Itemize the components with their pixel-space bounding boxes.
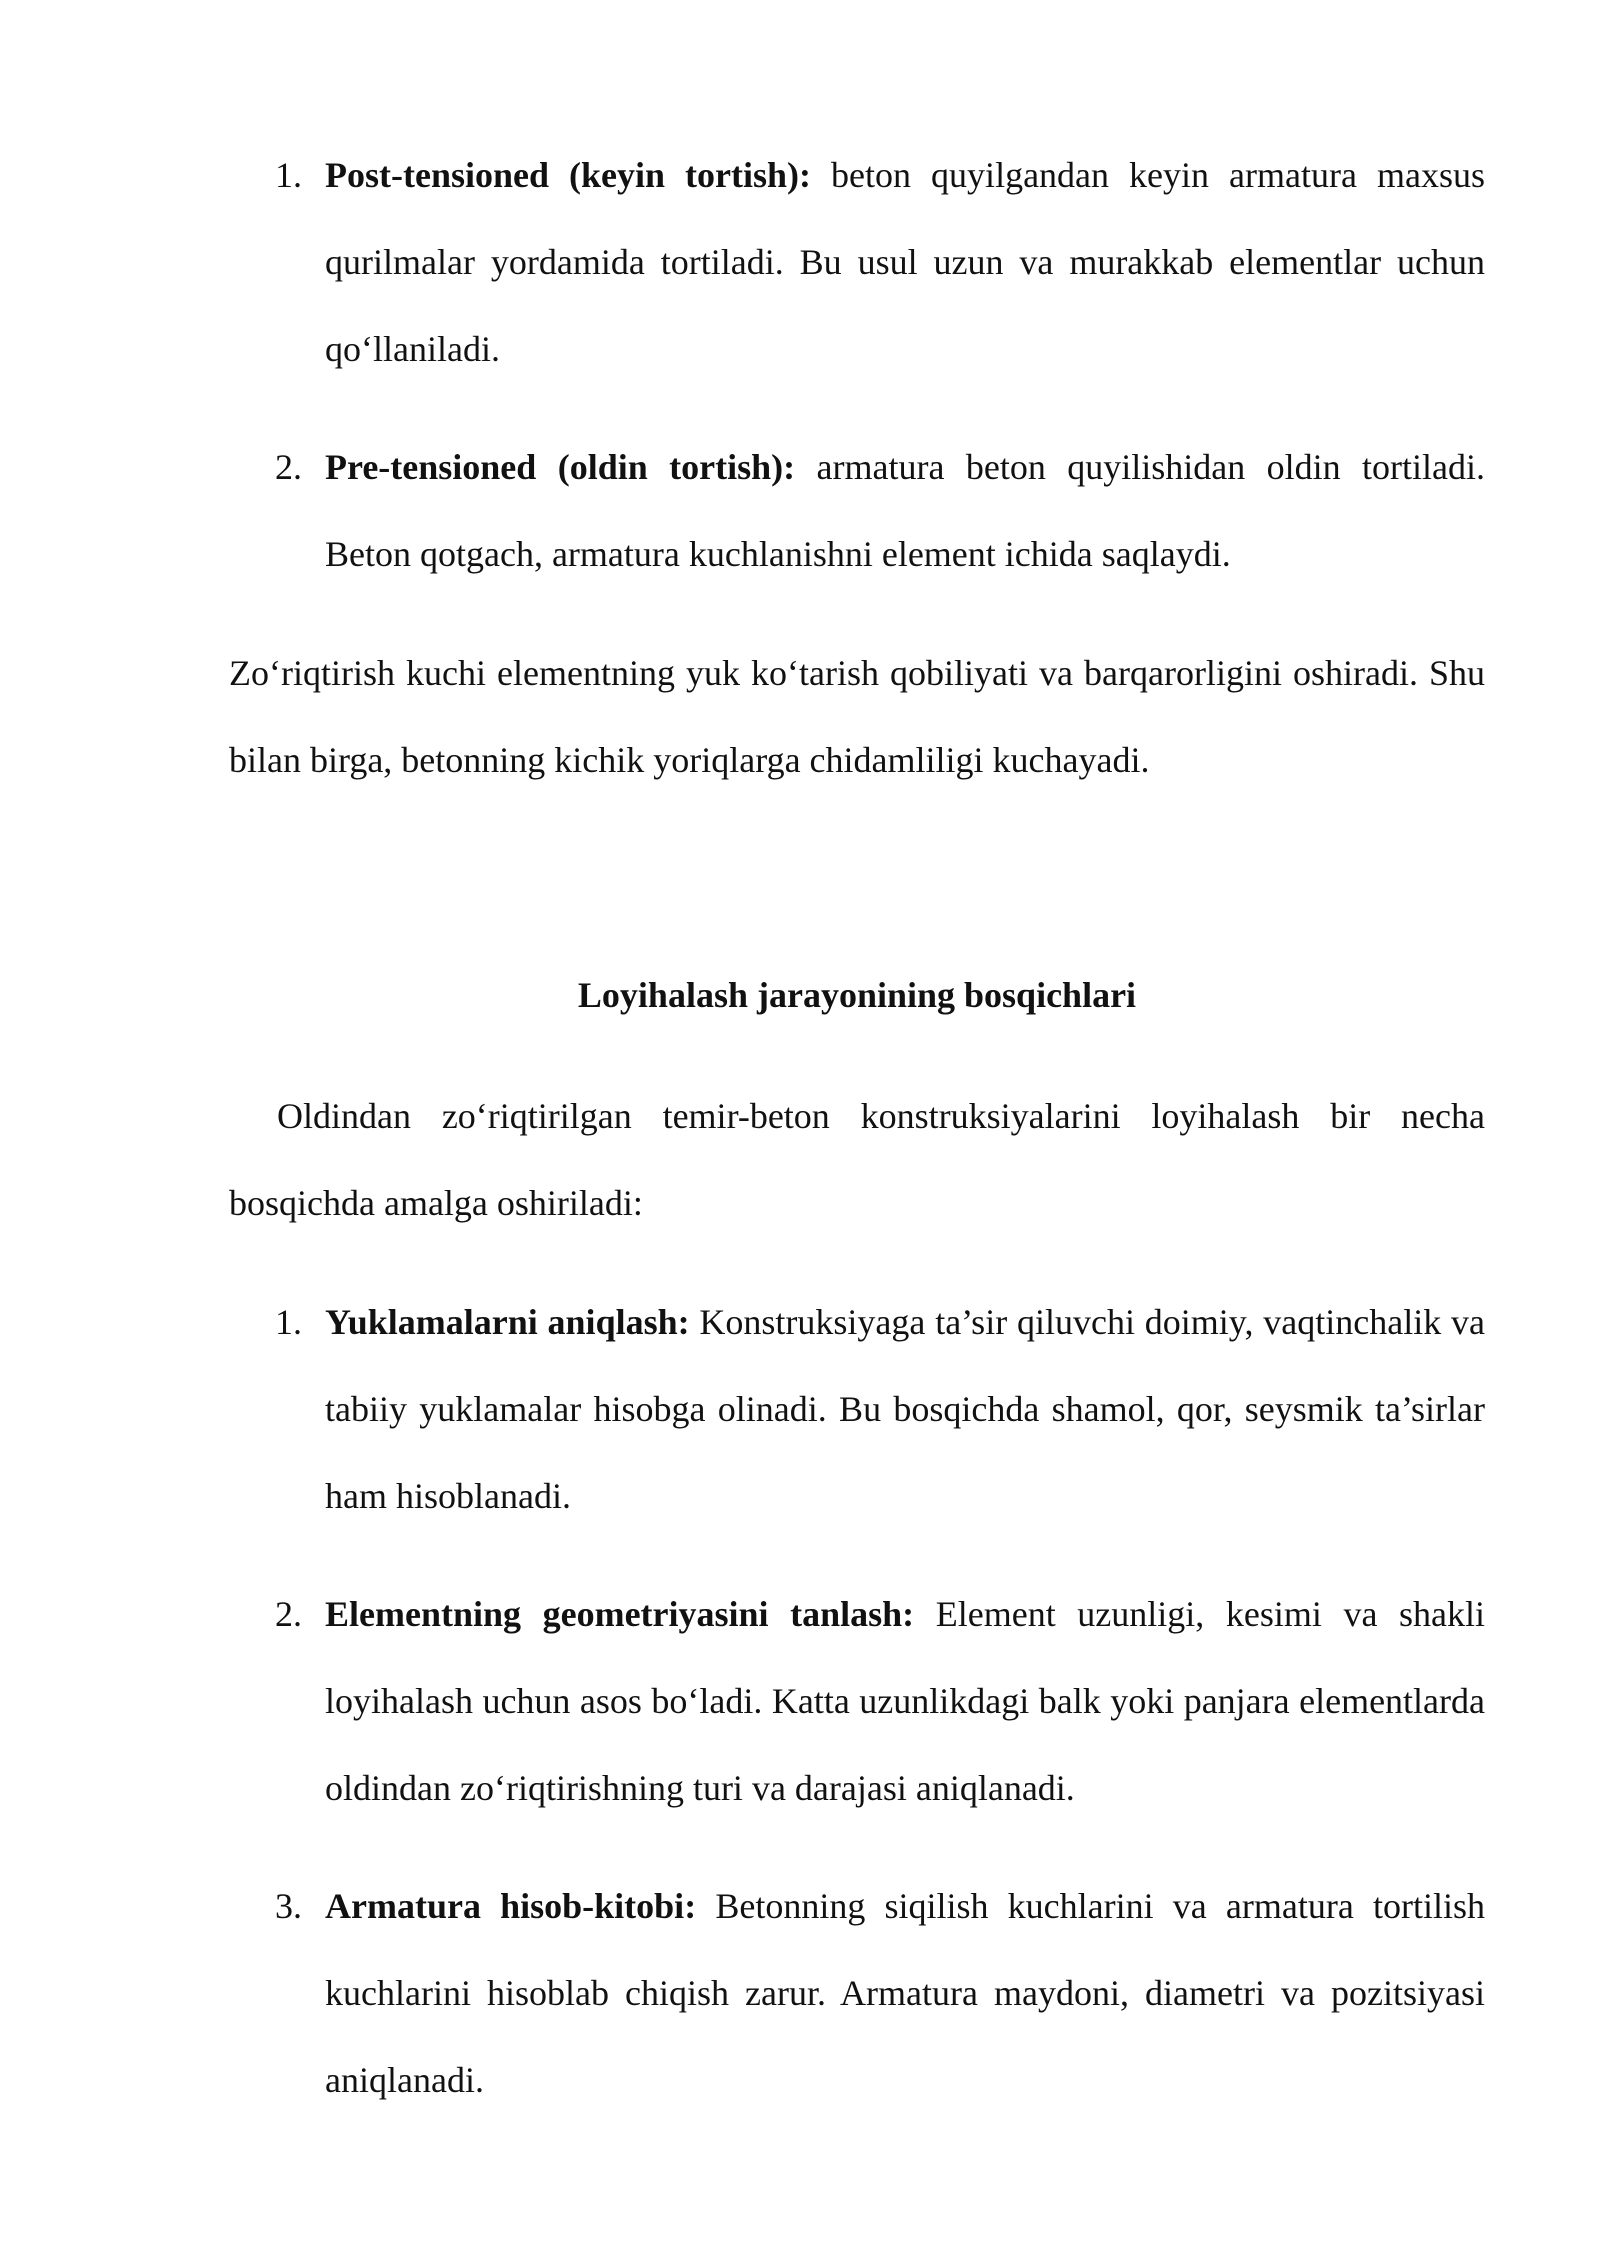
list-item-number: 1. bbox=[275, 1302, 302, 1342]
list-item bbox=[229, 1571, 1485, 1832]
list-item-number: 2. bbox=[275, 447, 302, 487]
list-item-text: armatura beton quyilishidan oldin tortiladi. Beton qotgach, armatura kuchlanishni element ichida saqlaydi. bbox=[325, 447, 1486, 574]
list-item-number: 2. bbox=[275, 1594, 302, 1634]
list-item-text: Element uzunligi, kesimi va shakli loyihalash uchun asos bo‘ladi. Katta uzunlikdagi balk yoki panjara elementlarda oldindan zo‘riqtirishning turi va darajasi aniqlanadi. bbox=[325, 1594, 1485, 1808]
list-item-text: beton quyilgandan keyin armatura maxsus qurilmalar yordamida tortiladi. Bu usul uzun va murakkab elementlar uchun qo‘llaniladi. bbox=[325, 155, 1485, 369]
list-item-number: 3. bbox=[275, 1886, 302, 1926]
section-heading: Loyihalash jarayonining bosqichlari bbox=[577, 975, 1137, 1015]
list-item bbox=[229, 132, 1485, 393]
list-item-text: Konstruksiyaga ta’sir qiluvchi doimiy, vaqtinchalik va tabiiy yuklamalar hisobga olinadi. Bu bosqichda shamol, qor, seysmik ta’sirlar ham hisoblanadi. bbox=[325, 1302, 1485, 1516]
list-item-term: Armatura hisob-kitobi: bbox=[325, 1886, 697, 1926]
list-item-term: Post-tensioned (keyin tortish): bbox=[325, 155, 812, 195]
paragraph: Oldindan zo‘riqtirilgan temir-beton konstruksiyalarini loyihalash bir necha bosqichda amalga oshiriladi: bbox=[229, 1096, 1485, 1223]
list-item-term: Pre-tensioned (oldin tortish): bbox=[325, 447, 796, 487]
list-item bbox=[229, 1863, 1485, 2124]
design-stages-list bbox=[229, 1279, 1485, 2124]
list-item-term: Yuklamalarni aniqlash: bbox=[325, 1302, 690, 1342]
list-item bbox=[229, 424, 1485, 598]
list-item-text: Betonning siqilish kuchlarini va armatura tortilish kuchlarini hisoblab chiqish zarur. Armatura maydoni, diametri va pozitsiyasi aniqlanadi. bbox=[325, 1886, 1485, 2100]
list-item-term: Elementning geometriyasini tanlash: bbox=[325, 1594, 915, 1634]
list-item-number: 1. bbox=[275, 155, 302, 195]
tensioning-methods-list bbox=[229, 132, 1485, 598]
paragraph: Zo‘riqtirish kuchi elementning yuk ko‘tarish qobiliyati va barqarorligini oshiradi. Shu bilan birga, betonning kichik yoriqlarga chidamliligi kuchayadi. bbox=[229, 653, 1485, 780]
list-item bbox=[229, 1279, 1485, 1540]
